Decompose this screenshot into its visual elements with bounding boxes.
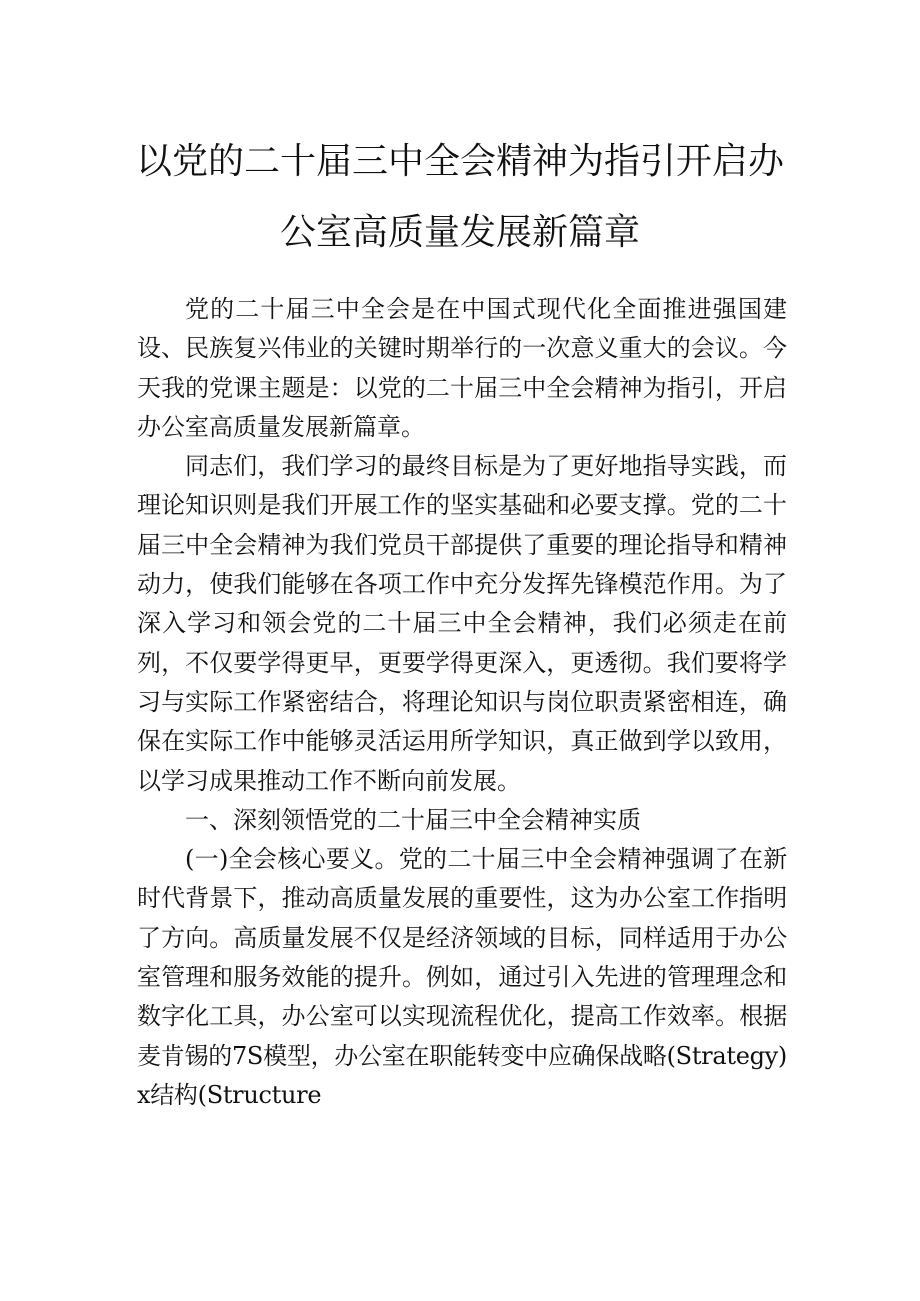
document-body <box>137 290 787 1115</box>
section-heading-1: 一、深刻领悟党的二十届三中全会精神实质 <box>185 805 641 834</box>
body-paragraph-1: 党的二十届三中全会是在中国式现代化全面推进强国建设、民族复兴伟业的关键时期举行的一次意义重大的会议。今天我的党课主题是：以党的二十届三中全会精神为指引，开启办公室高质量发展新篇章。 <box>137 295 787 441</box>
section-paragraph-1: (一)全会核心要义。党的二十届三中全会精神强调了在新时代背景下，推动高质量发展的重要性，这为办公室工作指明了方向。高质量发展不仅是经济领域的目标，同样适用于办公室管理和服务效能的提升。例如，通过引入先进的管理理念和数字化工具，办公室可以实现流程优化，提高工作效率。根据麦肯锡的7S模型，办公室在职能转变中应确保战略(Strategy)x结构(Structure <box>137 845 787 1109</box>
document-title-line-2: 公室高质量发展新篇章 <box>279 212 640 253</box>
body-paragraph-2: 同志们，我们学习的最终目标是为了更好地指导实践，而理论知识则是我们开展工作的坚实基础和必要支撑。党的二十届三中全会精神为我们党员干部提供了重要的理论指导和精神动力，使我们能够在各项工作中充分发挥先锋模范作用。为了深入学习和领会党的二十届三中全会精神，我们必须走在前列，不仅要学得更早，更要学得更深入，更透彻。我们要将学习与实际工作紧密结合，将理论知识与岗位职责紧密相连，确保在实际工作中能够灵活运用所学知识，真正做到学以致用，以学习成果推动工作不断向前发展。 <box>137 452 787 795</box>
document-title-line-1: 以党的二十届三中全会精神为指引开启办 <box>135 141 784 182</box>
